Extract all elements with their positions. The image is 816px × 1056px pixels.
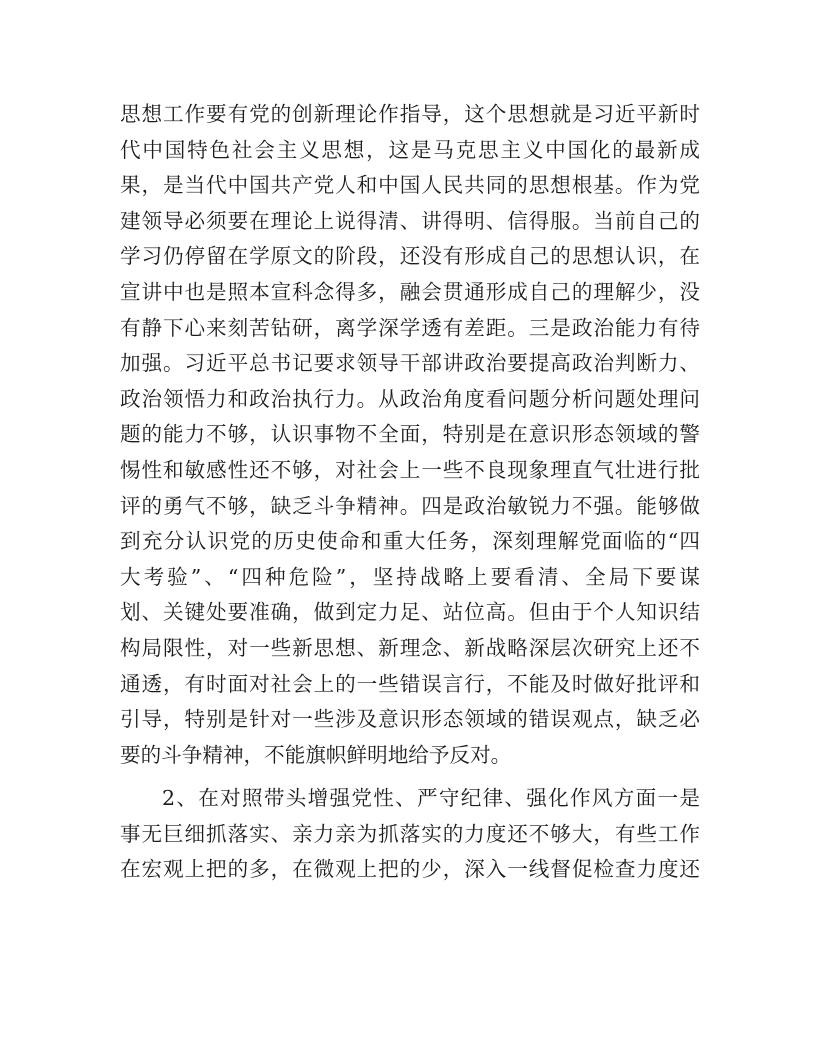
text-line: 果，是当代中国共产党人和中国人民共同的思想根基。作为党 [120,173,700,198]
text-line: 加强。习近平总书记要求领导干部讲政治要提高政治判断力、 [120,351,700,376]
text-line: 学习仍停留在学原文的阶段，还没有形成自己的思想认识，在 [120,244,700,269]
body-text [120,97,700,888]
paragraph-1 [120,97,700,773]
text-line: 通透，有时面对社会上的一些错误言行，不能及时做好批评和 [120,671,700,696]
text-line: 代中国特色社会主义思想，这是马克思主义中国化的最新成 [120,137,700,162]
text-line: 大考验”、“四种危险”，坚持战略上要看清、全局下要谋 [120,564,700,589]
text-line: 在宏观上把的多，在微观上把的少，深入一线督促检查力度还 [120,857,700,882]
text-line: 要的斗争精神，不能旗帜鲜明地给予反对。 [120,742,512,767]
text-line: 建领导必须要在理论上说得清、讲得明、信得服。当前自己的 [120,208,700,233]
text-line: 政治领悟力和政治执行力。从政治角度看问题分析问题处理问 [120,386,700,411]
text-line: 评的勇气不够，缺乏斗争精神。四是政治敏锐力不强。能够做 [120,493,700,518]
text-line: 事无巨细抓落实、亲力亲为抓落实的力度还不够大，有些工作 [120,821,700,846]
paragraph-spacing [120,773,700,781]
text-line: 构局限性，对一些新思想、新理念、新战略深层次研究上还不 [120,635,700,660]
text-line: 引导，特别是针对一些涉及意识形态领域的错误观点，缺乏必 [120,707,700,732]
text-line: 宣讲中也是照本宣科念得多，融会贯通形成自己的理解少，没 [120,279,700,304]
text-line: 题的能力不够，认识事物不全面，特别是在意识形态领域的警 [120,422,700,447]
paragraph-2 [120,781,700,888]
text-line: 惕性和敏感性还不够，对社会上一些不良现象理直气壮进行批 [120,457,700,482]
text-line: 2、在对照带头增强党性、严守纪律、强化作风方面一是 [162,786,700,811]
text-line: 有静下心来刻苦钻研，离学深学透有差距。三是政治能力有待 [120,315,700,340]
text-line: 划、关键处要准确，做到定力足、站位高。但由于个人知识结 [120,600,700,625]
text-line: 到充分认识党的历史使命和重大任务，深刻理解党面临的“四 [120,529,700,554]
text-line: 思想工作要有党的创新理论作指导，这个思想就是习近平新时 [120,102,700,126]
